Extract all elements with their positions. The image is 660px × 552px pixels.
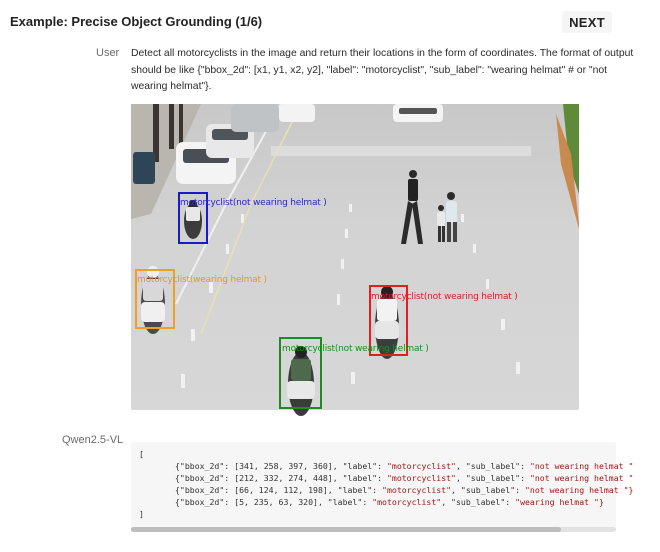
code-line-prefix: {"bbox_2d": [5, 235, 63, 320], "label": bbox=[175, 497, 373, 507]
bbox-label-4: motorcyclist(not wearing helmat ) bbox=[282, 344, 429, 354]
code-line-label: "motorcyclist" bbox=[386, 473, 456, 483]
code-line-sublabel: "not wearing helmat " bbox=[529, 461, 634, 471]
bbox-label-1: motorcyclist(not wearing helmat ) bbox=[180, 198, 327, 208]
code-line-mid: , "sub_label": bbox=[455, 473, 530, 483]
page-title: Example: Precise Object Grounding (1/6) bbox=[10, 14, 263, 29]
code-line-mid: , "sub_label": bbox=[441, 497, 516, 507]
code-open-bracket: [ bbox=[139, 449, 144, 459]
code-line-mid: , "sub_label": bbox=[451, 485, 525, 495]
code-line-prefix: {"bbox_2d": [341, 258, 397, 360], "label": bbox=[175, 461, 387, 471]
model-output-code bbox=[131, 442, 634, 530]
user-role-label: User bbox=[96, 47, 120, 59]
code-line bbox=[175, 461, 633, 471]
street-scene-illustration bbox=[131, 104, 579, 410]
code-line-sublabel: "not wearing helmat "} bbox=[525, 485, 634, 495]
code-horizontal-scrollbar[interactable] bbox=[131, 527, 616, 532]
code-line-prefix: {"bbox_2d": [66, 124, 112, 198], "label": bbox=[175, 485, 383, 495]
code-line-label: "motorcyclist" bbox=[382, 485, 452, 495]
scrollbar-thumb[interactable] bbox=[131, 527, 561, 532]
bbox-label-2: motorcyclist(wearing helmat ) bbox=[137, 275, 267, 285]
code-line-label: "motorcyclist" bbox=[386, 461, 456, 471]
code-line bbox=[175, 485, 633, 495]
code-line-mid: , "sub_label": bbox=[455, 461, 530, 471]
code-line-sublabel: "not wearing helmat " bbox=[529, 473, 634, 483]
watermark-text: 泡易号 | 差评XPIN bbox=[560, 540, 642, 551]
code-line-label: "motorcyclist" bbox=[372, 497, 442, 507]
code-line-prefix: {"bbox_2d": [212, 332, 274, 448], "label": bbox=[175, 473, 387, 483]
header bbox=[0, 0, 660, 44]
street-scene-image bbox=[131, 104, 579, 410]
model-role-label: Qwen2.5-VL bbox=[62, 434, 124, 446]
code-close-bracket: ] bbox=[139, 509, 144, 519]
bbox-label-3: motorcyclist(not wearing helmat ) bbox=[371, 292, 518, 302]
next-button[interactable]: NEXT bbox=[562, 11, 612, 33]
code-line bbox=[175, 473, 633, 483]
code-line bbox=[175, 497, 604, 507]
code-line-sublabel: "wearing helmat "} bbox=[515, 497, 604, 507]
user-prompt-text: Detect all motorcyclists in the image and return their locations in the form of coordinates. The format of output should be like {"bbox_2d": [x1, y1, x2, y2], "label": "motorcyclist", "sub_label": "wearing helmat" # or "not wearing helmat"}. bbox=[131, 48, 634, 92]
